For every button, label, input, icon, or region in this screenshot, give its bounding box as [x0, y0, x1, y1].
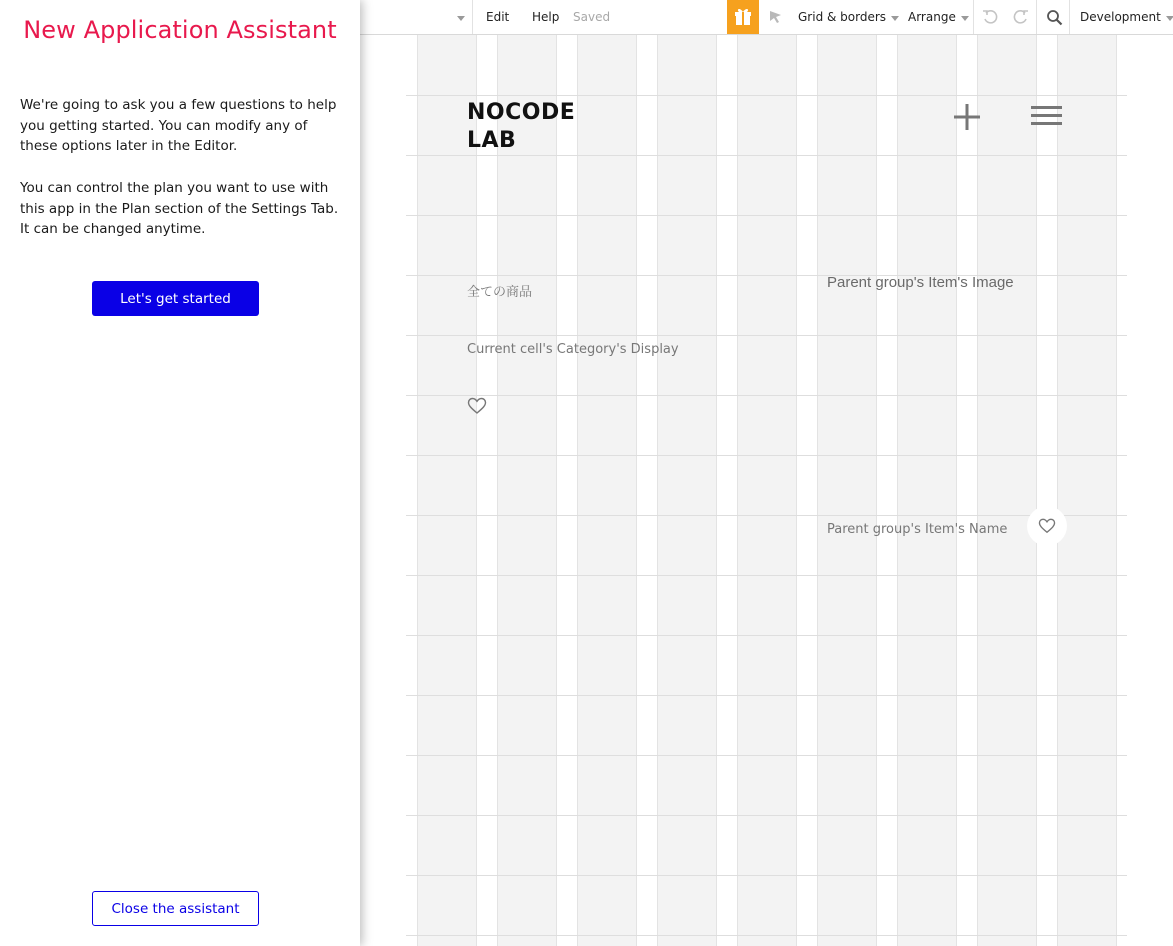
inspect-pointer-button[interactable]: [766, 0, 786, 34]
undo-button[interactable]: [981, 0, 999, 34]
grid-row-line: [406, 215, 1127, 216]
arrange-label: Arrange: [908, 10, 956, 24]
all-products-text[interactable]: 全ての商品: [467, 285, 533, 300]
add-button[interactable]: [953, 103, 981, 131]
toolbar-divider: [1036, 0, 1037, 34]
grid-row-line: [406, 275, 1127, 276]
grid-row-line: [406, 395, 1127, 396]
grid-row-line: [406, 95, 1127, 96]
gift-icon: [733, 7, 753, 27]
favorite-button[interactable]: [467, 397, 487, 415]
editor-toolbar: [360, 0, 1173, 35]
chevron-down-icon: [891, 16, 899, 21]
grid-column: [417, 35, 477, 946]
assistant-title: New Application Assistant: [23, 16, 337, 44]
heart-icon: [1038, 518, 1056, 534]
search-icon: [1046, 9, 1063, 26]
grid-column: [577, 35, 637, 946]
editor-canvas[interactable]: [360, 35, 1173, 946]
close-assistant-button[interactable]: Close the assistant: [92, 891, 259, 926]
logo-line-1: NOCODE: [467, 100, 576, 125]
toolbar-divider: [472, 0, 473, 34]
grid-row-line: [406, 635, 1127, 636]
hamburger-menu-icon: [1031, 104, 1063, 128]
plus-icon: [953, 103, 981, 131]
saved-status: Saved: [573, 10, 611, 24]
item-name-text[interactable]: Parent group's Item's Name: [827, 522, 1008, 537]
redo-button[interactable]: [1012, 0, 1030, 34]
pointer-icon: [769, 10, 783, 24]
grid-column: [897, 35, 957, 946]
grid-column: [657, 35, 717, 946]
undo-icon: [982, 9, 998, 25]
chevron-down-icon: [961, 16, 969, 21]
grid-row-line: [406, 815, 1127, 816]
environment-label: Development: [1080, 10, 1161, 24]
redo-icon: [1013, 9, 1029, 25]
search-button[interactable]: [1044, 0, 1064, 34]
grid-borders-dropdown[interactable]: [798, 0, 899, 34]
gift-button[interactable]: [727, 0, 759, 34]
grid-column: [497, 35, 557, 946]
grid-row-line: [406, 515, 1127, 516]
environment-dropdown[interactable]: [1080, 0, 1173, 34]
page-dropdown[interactable]: [452, 0, 465, 34]
heart-icon: [467, 397, 487, 415]
item-favorite-button[interactable]: [1027, 506, 1067, 546]
assistant-intro-text: We're going to ask you a few questions to help you getting started. You can modify any of these options later in the Editor.: [20, 97, 337, 154]
chevron-down-icon: [457, 16, 465, 21]
edit-menu[interactable]: Edit: [486, 10, 510, 24]
chevron-down-icon: [1166, 16, 1173, 21]
logo-line-2: LAB: [467, 128, 517, 153]
category-display-text[interactable]: Current cell's Category's Display: [467, 342, 679, 357]
hamburger-menu-button[interactable]: [1031, 104, 1063, 128]
toolbar-divider: [973, 0, 974, 34]
grid-row-line: [406, 155, 1127, 156]
grid-column: [817, 35, 877, 946]
grid-row-line: [406, 575, 1127, 576]
assistant-plan-text: You can control the plan you want to use with this app in the Plan section of the Settings Tab. It can be changed anytime.: [20, 180, 339, 237]
arrange-dropdown[interactable]: [908, 0, 969, 34]
new-application-assistant-panel: [0, 0, 360, 946]
lets-get-started-button[interactable]: Let's get started: [92, 281, 259, 316]
grid-borders-label: Grid & borders: [798, 10, 887, 24]
grid-column: [1057, 35, 1117, 946]
grid-row-line: [406, 875, 1127, 876]
grid-row-line: [406, 335, 1127, 336]
grid-row-line: [406, 935, 1127, 936]
grid-column: [737, 35, 797, 946]
item-image-placeholder[interactable]: Parent group's Item's Image: [827, 274, 1014, 291]
help-menu[interactable]: Help: [532, 10, 560, 24]
grid-column: [977, 35, 1037, 946]
grid-row-line: [406, 695, 1127, 696]
grid-row-line: [406, 455, 1127, 456]
grid-row-line: [406, 755, 1127, 756]
nocode-lab-logo[interactable]: [467, 99, 575, 155]
toolbar-divider: [1069, 0, 1070, 34]
